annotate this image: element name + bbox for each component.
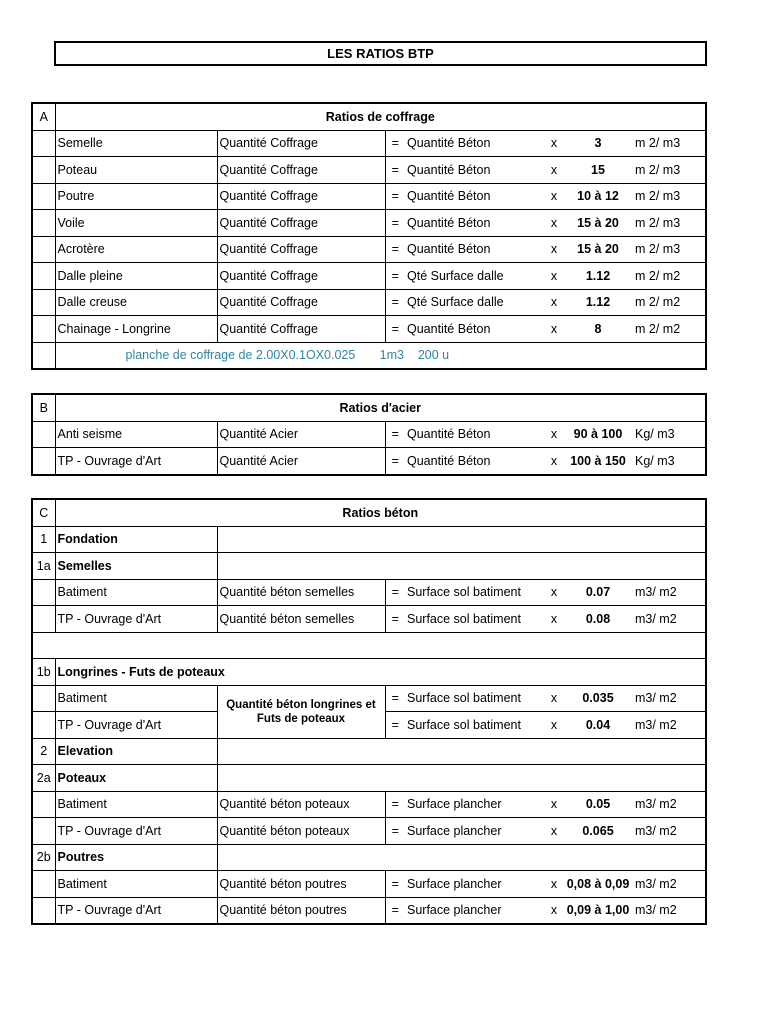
row-equals: = [385, 157, 405, 184]
row-unit: m 2/ m2 [633, 289, 706, 316]
row-base: Surface plancher [405, 871, 545, 898]
row-equals: = [385, 818, 405, 845]
row-unit: m 2/ m3 [633, 210, 706, 237]
group-number: 1b [32, 659, 55, 686]
row-operator: x [545, 236, 563, 263]
table-row [32, 316, 706, 343]
table-row [32, 421, 706, 448]
row-unit: m3/ m2 [633, 897, 706, 924]
row-item: Dalle creuse [55, 289, 217, 316]
table-row [32, 791, 706, 818]
row-quantity: Quantité Coffrage [217, 130, 385, 157]
table-row [32, 157, 706, 184]
row-quantity: Quantité béton poutres [217, 871, 385, 898]
row-quantity: Quantité Coffrage [217, 289, 385, 316]
section-b-table [31, 393, 707, 476]
row-unit: m3/ m2 [633, 791, 706, 818]
row-operator: x [545, 579, 563, 606]
group-row [32, 765, 706, 792]
group-label: Poteaux [55, 765, 217, 792]
row-equals: = [385, 791, 405, 818]
row-equals: = [385, 606, 405, 633]
row-quantity: Quantité Coffrage [217, 183, 385, 210]
row-item: Semelle [55, 130, 217, 157]
group-label: Elevation [55, 738, 217, 765]
row-base: Surface plancher [405, 818, 545, 845]
section-a-letter: A [32, 103, 55, 130]
row-item: TP - Ouvrage d'Art [55, 606, 217, 633]
row-item: Acrotère [55, 236, 217, 263]
row-item: TP - Ouvrage d'Art [55, 712, 217, 739]
row-base: Quantité Béton [405, 157, 545, 184]
row-operator: x [545, 421, 563, 448]
row-base: Quantité Béton [405, 183, 545, 210]
table-row [32, 130, 706, 157]
row-operator: x [545, 263, 563, 290]
section-c-table [31, 498, 707, 925]
row-value: 0.05 [563, 791, 633, 818]
row-quantity: Quantité Coffrage [217, 263, 385, 290]
row-base: Quantité Béton [405, 130, 545, 157]
row-item: TP - Ouvrage d'Art [55, 897, 217, 924]
table-row [32, 183, 706, 210]
row-operator: x [545, 871, 563, 898]
row-quantity: Quantité béton poutres [217, 897, 385, 924]
group-row [32, 526, 706, 553]
row-equals: = [385, 236, 405, 263]
row-value: 8 [563, 316, 633, 343]
row-value: 100 à 150 [563, 448, 633, 475]
row-base: Surface plancher [405, 897, 545, 924]
section-b-letter: B [32, 394, 55, 421]
row-quantity: Quantité Coffrage [217, 236, 385, 263]
table-row [32, 579, 706, 606]
section-b-header: Ratios d'acier [55, 394, 706, 421]
table-row [32, 448, 706, 475]
row-operator: x [545, 157, 563, 184]
row-value: 15 [563, 157, 633, 184]
row-value: 15 à 20 [563, 236, 633, 263]
row-value: 0.07 [563, 579, 633, 606]
row-unit: m3/ m2 [633, 871, 706, 898]
row-operator: x [545, 448, 563, 475]
row-equals: = [385, 289, 405, 316]
table-row [32, 289, 706, 316]
group-number: 1a [32, 553, 55, 580]
row-unit: m 2/ m2 [633, 316, 706, 343]
coffrage-note: planche de coffrage de 2.00X0.1OX0.025 1m3 200 u [55, 342, 706, 369]
row-equals: = [385, 685, 405, 712]
row-unit: m3/ m2 [633, 712, 706, 739]
row-equals: = [385, 210, 405, 237]
row-item: Dalle pleine [55, 263, 217, 290]
row-value: 15 à 20 [563, 210, 633, 237]
row-quantity: Quantité béton poteaux [217, 818, 385, 845]
row-item: Poteau [55, 157, 217, 184]
group-number: 2 [32, 738, 55, 765]
group-label: Longrines - Futs de poteaux [55, 659, 706, 686]
row-operator: x [545, 712, 563, 739]
section-c-letter: C [32, 499, 55, 526]
row-unit: m3/ m2 [633, 818, 706, 845]
row-quantity: Quantité béton semelles [217, 579, 385, 606]
row-value: 1.12 [563, 289, 633, 316]
row-quantity: Quantité Acier [217, 421, 385, 448]
row-item: Anti seisme [55, 421, 217, 448]
row-quantity: Quantité béton semelles [217, 606, 385, 633]
row-operator: x [545, 210, 563, 237]
row-operator: x [545, 897, 563, 924]
row-equals: = [385, 712, 405, 739]
note-row [32, 342, 706, 369]
row-equals: = [385, 579, 405, 606]
row-value: 3 [563, 130, 633, 157]
row-base: Quantité Béton [405, 421, 545, 448]
row-unit: m 2/ m3 [633, 183, 706, 210]
row-item: TP - Ouvrage d'Art [55, 818, 217, 845]
row-equals: = [385, 263, 405, 290]
row-operator: x [545, 685, 563, 712]
row-base: Quantité Béton [405, 316, 545, 343]
group-label: Fondation [55, 526, 217, 553]
table-row [32, 871, 706, 898]
row-unit: Kg/ m3 [633, 448, 706, 475]
row-unit: m 2/ m3 [633, 157, 706, 184]
row-operator: x [545, 289, 563, 316]
section-a-header: Ratios de coffrage [55, 103, 706, 130]
row-base: Surface sol batiment [405, 712, 545, 739]
row-item: TP - Ouvrage d'Art [55, 448, 217, 475]
row-base: Surface plancher [405, 791, 545, 818]
row-unit: m3/ m2 [633, 685, 706, 712]
group-number: 2b [32, 844, 55, 871]
group-row [32, 844, 706, 871]
row-equals: = [385, 421, 405, 448]
section-c-header: Ratios béton [55, 499, 706, 526]
row-value: 10 à 12 [563, 183, 633, 210]
row-quantity: Quantité béton poteaux [217, 791, 385, 818]
row-base: Quantité Béton [405, 448, 545, 475]
row-equals: = [385, 183, 405, 210]
spacer-row [32, 632, 706, 659]
group-row [32, 553, 706, 580]
row-equals: = [385, 130, 405, 157]
table-row [32, 606, 706, 633]
row-unit: m 2/ m3 [633, 130, 706, 157]
row-operator: x [545, 183, 563, 210]
row-operator: x [545, 791, 563, 818]
group-number: 1 [32, 526, 55, 553]
row-base: Quantité Béton [405, 210, 545, 237]
row-base: Qté Surface dalle [405, 263, 545, 290]
row-equals: = [385, 897, 405, 924]
row-operator: x [545, 316, 563, 343]
row-quantity: Quantité Coffrage [217, 210, 385, 237]
table-row [32, 685, 706, 712]
row-value: 0.065 [563, 818, 633, 845]
row-base: Qté Surface dalle [405, 289, 545, 316]
row-value: 90 à 100 [563, 421, 633, 448]
row-value: 0.035 [563, 685, 633, 712]
table-row [32, 897, 706, 924]
row-value: 0,08 à 0,09 [563, 871, 633, 898]
row-unit: m 2/ m3 [633, 236, 706, 263]
group-label: Semelles [55, 553, 217, 580]
row-item: Chainage - Longrine [55, 316, 217, 343]
row-base: Surface sol batiment [405, 685, 545, 712]
row-quantity: Quantité Acier [217, 448, 385, 475]
row-equals: = [385, 448, 405, 475]
row-equals: = [385, 871, 405, 898]
table-row [32, 236, 706, 263]
row-item: Batiment [55, 579, 217, 606]
row-item: Batiment [55, 871, 217, 898]
row-value: 0.04 [563, 712, 633, 739]
row-quantity: Quantité béton longrines et Futs de poteaux [217, 685, 385, 738]
group-label: Poutres [55, 844, 217, 871]
row-quantity: Quantité Coffrage [217, 316, 385, 343]
row-value: 0,09 à 1,00 [563, 897, 633, 924]
group-row [32, 659, 706, 686]
row-item: Poutre [55, 183, 217, 210]
row-operator: x [545, 130, 563, 157]
row-item: Voile [55, 210, 217, 237]
row-value: 1.12 [563, 263, 633, 290]
row-unit: Kg/ m3 [633, 421, 706, 448]
table-row [32, 263, 706, 290]
row-value: 0.08 [563, 606, 633, 633]
table-row [32, 818, 706, 845]
row-base: Surface sol batiment [405, 579, 545, 606]
row-operator: x [545, 818, 563, 845]
row-base: Surface sol batiment [405, 606, 545, 633]
table-row [32, 210, 706, 237]
page-title: LES RATIOS BTP [54, 41, 707, 66]
row-operator: x [545, 606, 563, 633]
group-row [32, 738, 706, 765]
row-item: Batiment [55, 791, 217, 818]
row-unit: m 2/ m2 [633, 263, 706, 290]
row-unit: m3/ m2 [633, 579, 706, 606]
row-base: Quantité Béton [405, 236, 545, 263]
row-unit: m3/ m2 [633, 606, 706, 633]
section-a-table [31, 102, 707, 370]
group-number: 2a [32, 765, 55, 792]
row-item: Batiment [55, 685, 217, 712]
row-equals: = [385, 316, 405, 343]
row-quantity: Quantité Coffrage [217, 157, 385, 184]
